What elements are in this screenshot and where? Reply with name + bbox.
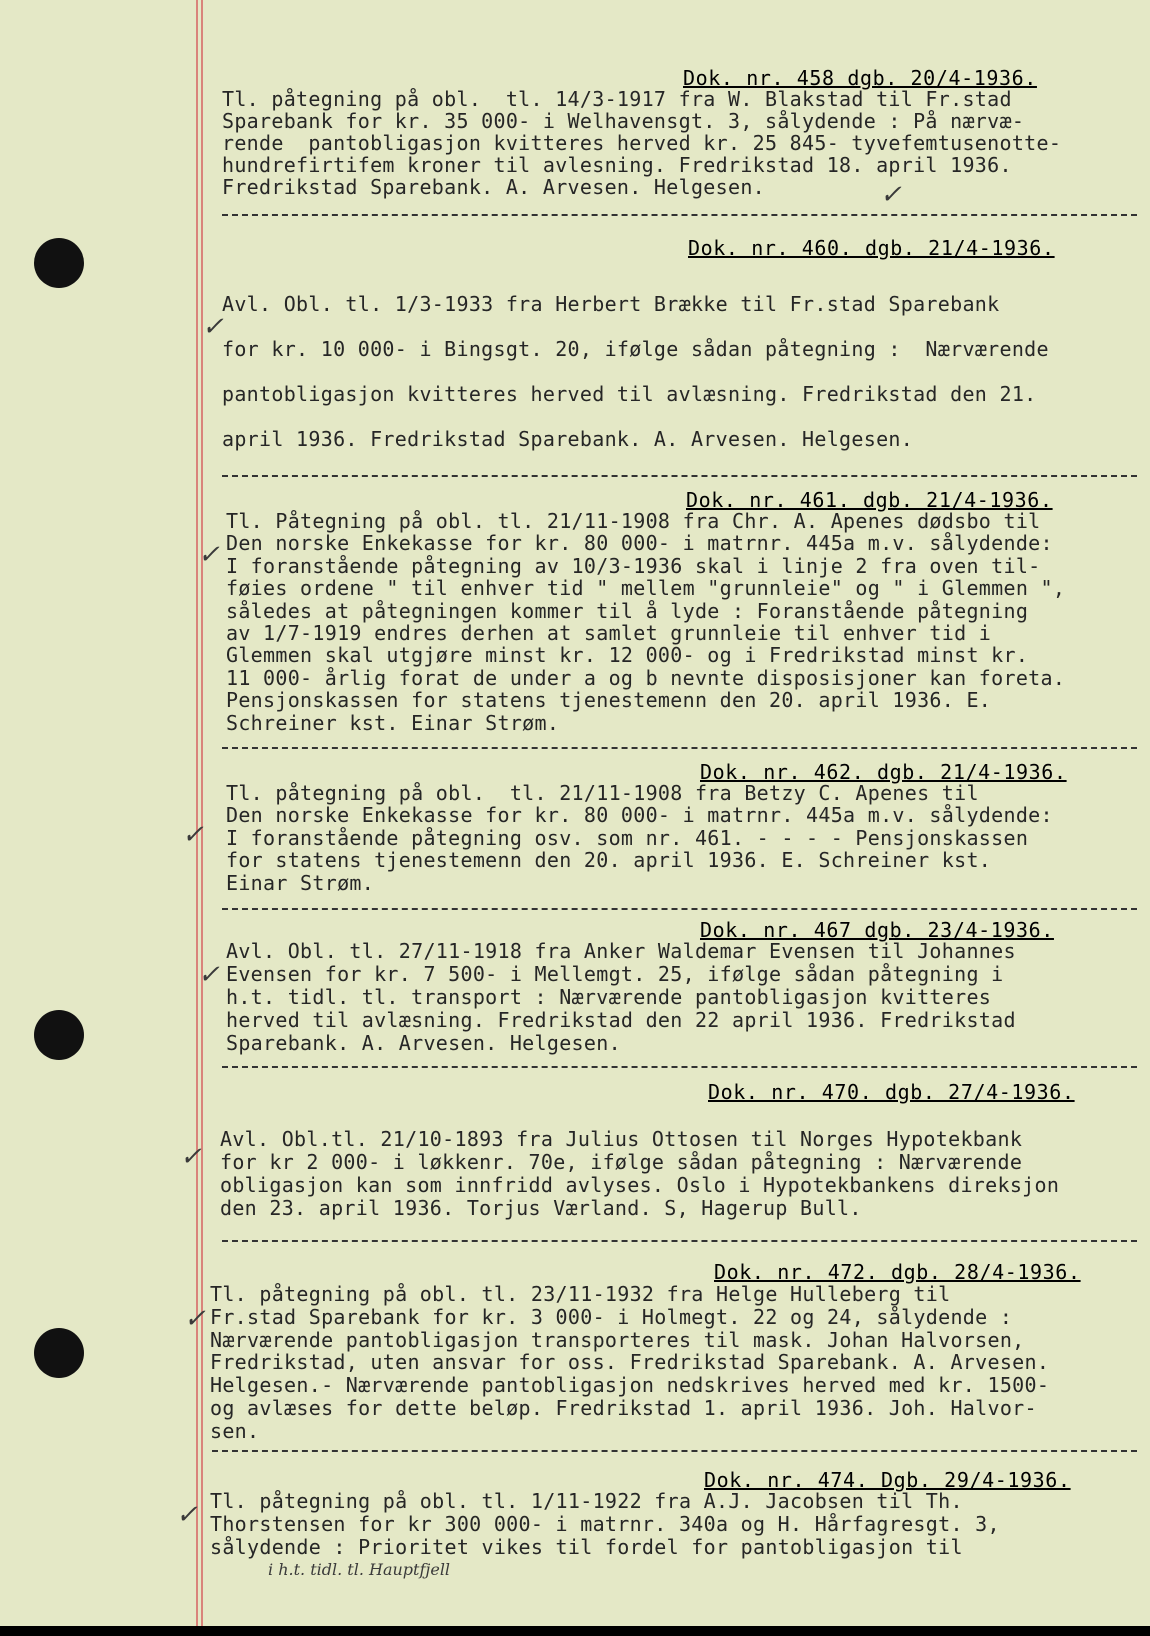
entry-line: Sparebank. A. Arvesen. Helgesen. — [226, 1031, 621, 1055]
check-mark: ✓ — [182, 820, 204, 850]
entry-line: 11 000- årlig forat de under a og b nevnte disposisjoner kan foreta. — [226, 665, 1066, 690]
check-mark: ✓ — [184, 1304, 206, 1334]
entry-line: Tl. påtegning på obl. tl. 23/11-1932 fra Helge Hulleberg til — [210, 1282, 951, 1306]
entry-body — [210, 1283, 1049, 1443]
entry-line: Fr.stad Sparebank for kr. 3 000- i Holmegt. 22 og 24, sålydende : — [210, 1304, 1013, 1329]
margin-rule-1 — [196, 0, 198, 1626]
entry-line: av 1/7-1919 endres derhen at samlet grunnleie til enhver tid i — [226, 621, 992, 646]
check-mark: ✓ — [198, 960, 220, 990]
entry-line: Glemmen skal utgjøre minst kr. 12 000- og i Fredrikstad minst kr. — [226, 643, 1029, 668]
entry-line: Avl. Obl. tl. 27/11-1918 fra Anker Waldemar Evensen til Johannes — [226, 939, 1016, 963]
entry-line: føies ordene " til enhver tid " mellem "grunnleie" og " i Glemmen ", — [226, 576, 1066, 601]
entry-header: Dok. nr. 467 dgb. 23/4-1936. — [700, 918, 1054, 942]
entry-line: Fredrikstad, uten ansvar for oss. Fredrikstad Sparebank. A. Arvesen. — [210, 1350, 1050, 1375]
entry-body — [226, 940, 1016, 1055]
entry-line: for kr 2 000- i løkkenr. 70e, ifølge sådan påtegning : Nærværende — [220, 1150, 1023, 1174]
entry-line: Schreiner kst. Einar Strøm. — [226, 710, 560, 735]
entry-header: Dok. nr. 474. Dgb. 29/4-1936. — [704, 1468, 1071, 1492]
entry-line: Nærværende pantobligasjon transporteres til mask. Johan Halvorsen, — [210, 1327, 1025, 1352]
entry-line: Helgesen.- Nærværende pantobligasjon nedskrives herved med kr. 1500- — [210, 1373, 1050, 1398]
entry-line: herved til avlæsning. Fredrikstad den 22 april 1936. Fredrikstad — [226, 1008, 1016, 1032]
entry-body — [222, 88, 1061, 198]
entry-line: april 1936. Fredrikstad Sparebank. A. Arvesen. Helgesen. — [222, 427, 914, 451]
entry-line: for kr. 10 000- i Bingsgt. 20, ifølge sådan påtegning : Nærværende — [222, 337, 1049, 361]
entry-line: I foranstående påtegning osv. som nr. 461. - - - - Pensjonskassen — [226, 825, 1029, 850]
entry-line: rende pantobligasjon kvitteres herved kr. 25 845- tyvefemtusenotte- — [222, 131, 1062, 155]
check-mark: ✓ — [176, 1500, 198, 1530]
check-mark: ✓ — [180, 1142, 202, 1172]
check-mark: ✓ — [198, 540, 220, 570]
entry-line: Avl. Obl.tl. 21/10-1893 fra Julius Ottosen til Norges Hypotekbank — [220, 1127, 1023, 1151]
entry-header: Dok. nr. 472. dgb. 28/4-1936. — [714, 1260, 1081, 1284]
entry-body — [210, 1490, 1000, 1558]
separator — [222, 214, 1137, 216]
check-mark: ✓ — [880, 180, 902, 210]
entry-line: Tl. påtegning på obl. tl. 21/11-1908 fra Betzy C. Apenes til — [226, 781, 979, 805]
entry-line: Tl. påtegning på obl. tl. 1/11-1922 fra A.J. Jacobsen til Th. — [210, 1489, 963, 1513]
handwritten-note: i h.t. tidl. tl. Hauptfjell — [268, 1560, 451, 1579]
punch-hole — [34, 1328, 84, 1378]
entry-line: pantobligasjon kvitteres herved til avlæsning. Fredrikstad den 21. — [222, 382, 1037, 406]
punch-hole — [34, 238, 84, 288]
entry-body — [220, 1128, 1059, 1220]
entry-line: sålydende : Prioritet vikes til fordel for pantobligasjon til — [210, 1534, 963, 1559]
separator — [212, 1450, 1137, 1452]
entry-header: Dok. nr. 462. dgb. 21/4-1936. — [700, 760, 1067, 784]
entry-line: hundrefirtifem kroner til avlesning. Fredrikstad 18. april 1936. — [222, 153, 1012, 177]
entry-line: den 23. april 1936. Torjus Værland. S, Hagerup Bull. — [220, 1196, 862, 1220]
entry-header: Dok. nr. 461. dgb. 21/4-1936. — [686, 488, 1053, 512]
separator — [222, 908, 1137, 910]
entry-line: Avl. Obl. tl. 1/3-1933 fra Herbert Brække til Fr.stad Sparebank — [222, 292, 1000, 316]
margin-rule-2 — [201, 0, 203, 1626]
entry-line: for statens tjenestemenn den 20. april 1936. E. Schreiner kst. — [226, 848, 992, 873]
separator — [222, 747, 1137, 749]
entry-line: Thorstensen for kr 300 000- i matrnr. 340a og H. Hårfagresgt. 3, — [210, 1511, 1000, 1536]
entry-header: Dok. nr. 458 dgb. 20/4-1936. — [683, 66, 1037, 90]
entry-line: Einar Strøm. — [226, 870, 375, 895]
check-mark: ✓ — [202, 312, 224, 342]
entry-line: Sparebank for kr. 35 000- i Welhavensgt. 3, sålydende : På nærvæ- — [222, 109, 1025, 133]
entry-line: Evensen for kr. 7 500- i Mellemgt. 25, ifølge sådan påtegning i — [226, 962, 1004, 986]
entry-line: Den norske Enkekasse for kr. 80 000- i matrnr. 445a m.v. sålydende: — [226, 803, 1053, 828]
entry-line: Fredrikstad Sparebank. A. Arvesen. Helgesen. — [222, 175, 766, 199]
entry-line: Tl. Påtegning på obl. tl. 21/11-1908 fra Chr. A. Apenes dødsbo til — [226, 509, 1041, 533]
entry-line: Pensjonskassen for statens tjenestemenn den 20. april 1936. E. — [226, 688, 992, 713]
entry-header: Dok. nr. 460. dgb. 21/4-1936. — [688, 236, 1055, 260]
separator — [222, 1066, 1137, 1068]
entry-line: I foranstående påtegning av 10/3-1936 skal i linje 2 fra oven til- — [226, 553, 1041, 578]
entry-line: Tl. påtegning på obl. tl. 14/3-1917 fra W. Blakstad til Fr.stad — [222, 87, 1012, 111]
entry-line: Den norske Enkekasse for kr. 80 000- i matrnr. 445a m.v. sålydende: — [226, 531, 1053, 556]
punch-hole — [34, 1010, 84, 1060]
separator — [222, 1240, 1137, 1242]
entry-line: sen. — [210, 1418, 260, 1443]
entry-line: således at påtegningen kommer til å lyde : Foranstående påtegning — [226, 598, 1029, 623]
entry-header: Dok. nr. 470. dgb. 27/4-1936. — [708, 1080, 1075, 1104]
entry-body — [226, 782, 1053, 894]
entry-line: h.t. tidl. tl. transport : Nærværende pantobligasjon kvitteres — [226, 985, 992, 1009]
entry-body — [226, 510, 1065, 734]
separator — [222, 475, 1137, 477]
entry-line: obligasjon kan som innfridd avlyses. Oslo i Hypotekbankens direksjon — [220, 1173, 1060, 1197]
entry-line: og avlæses for dette beløp. Fredrikstad 1. april 1936. Joh. Halvor- — [210, 1395, 1037, 1420]
entry-body — [222, 282, 1049, 462]
